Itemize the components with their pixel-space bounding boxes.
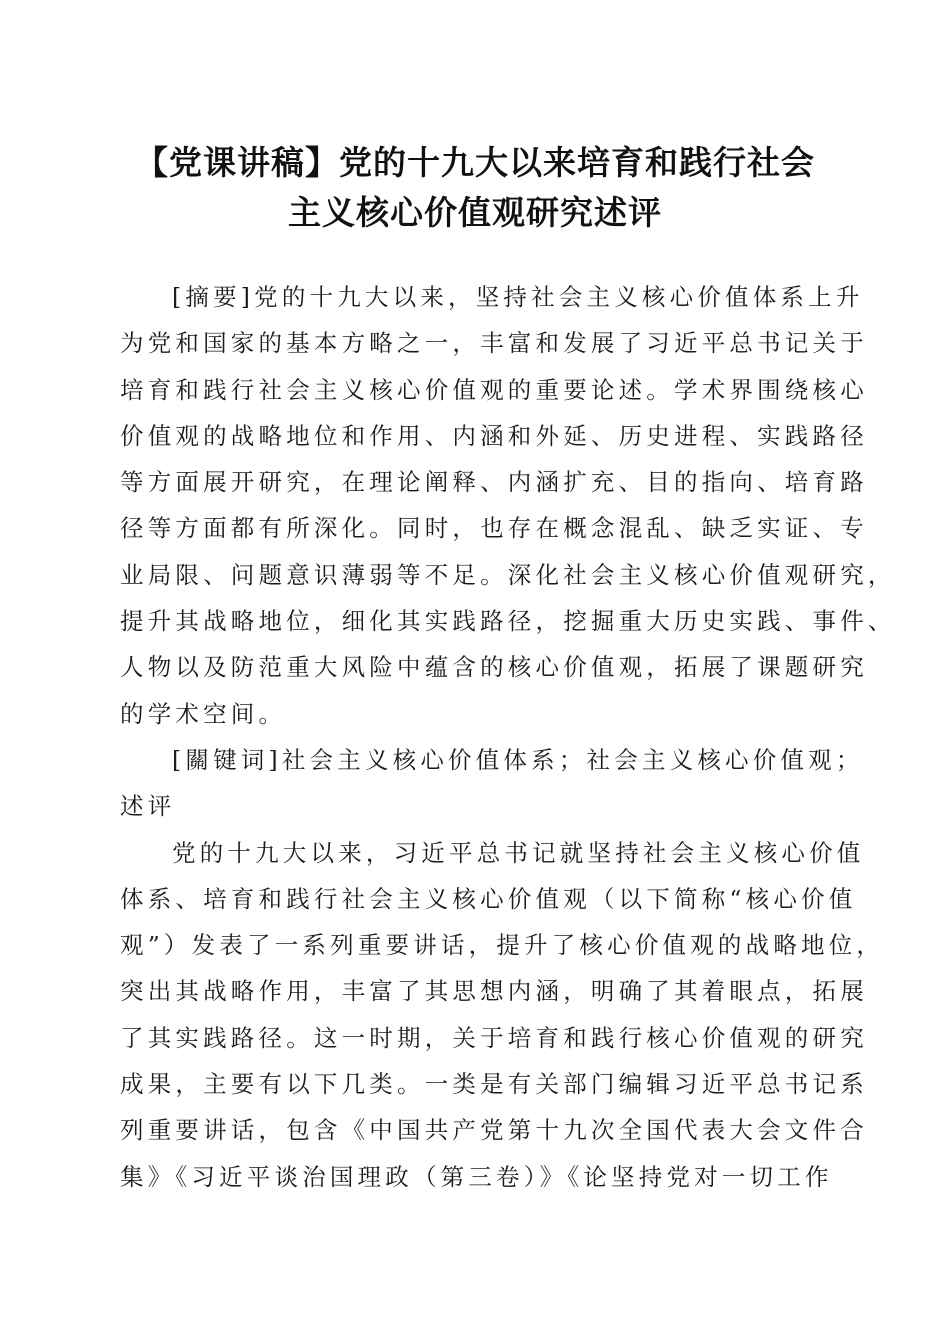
body-line: 成果，主要有以下几类。一类是有关部门编辑习近平总书记系 [120,1070,868,1099]
keywords-paragraph [120,737,864,830]
keywords-line: [關键词]社会主义核心价值体系；社会主义核心价值观； [172,745,864,774]
abstract-paragraph [120,274,896,737]
abstract-line: [摘要]党的十九大以来，坚持社会主义核心价值体系上升 [172,283,864,311]
body-line: 突出其战略作用，丰富了其思想内涵，明确了其着眼点，拓展 [120,977,868,1006]
body-paragraph [120,830,885,1200]
abstract-line: 径等方面都有所深化。同时，也存在概念混乱、缺乏实证、专 [120,514,868,543]
abstract-line: 提升其战略地位，细化其实践路径，挖掘重大历史实践、事件、 [120,607,896,636]
abstract-line: 人物以及防范重大风险中蕴含的核心价值观，拓展了课题研究 [120,653,868,682]
body-line: 了其实践路径。这一时期，关于培育和践行核心价值观的研究 [120,1023,868,1052]
title-line-2: 主义核心价值观研究述评 [288,193,662,232]
keywords-line: 述评 [120,792,176,821]
body-line: 党的十九大以来，习近平总书记就坚持社会主义核心价值 [172,838,865,867]
document-title [100,138,850,238]
abstract-line: 培育和践行社会主义核心价值观的重要论述。学术界围绕核心 [120,375,868,404]
document-body [120,274,896,1200]
abstract-line: 等方面展开研究，在理论阐释、内涵扩充、目的指向、培育路 [120,468,868,497]
abstract-line: 为党和国家的基本方略之一，丰富和发展了习近平总书记关于 [120,329,868,358]
abstract-line: 价值观的战略地位和作用、内涵和外延、历史进程、实践路径 [120,421,868,450]
title-line-1: 【党课讲稿】党的十九大以来培育和践行社会 [135,143,815,182]
body-line: 集》《习近平谈治国理政（第三卷）》《论坚持党对一切工作 [120,1162,833,1191]
body-line: 观”）发表了一系列重要讲话，提升了核心价值观的战略地位， [120,931,885,960]
body-line: 体系、培育和践行社会主义核心价值观（以下简称“核心价值 [120,884,857,913]
abstract-line: 业局限、问题意识薄弱等不足。深化社会主义核心价值观研究， [120,560,896,589]
body-line: 列重要讲话，包含《中国共产党第十九次全国代表大会文件合 [120,1116,868,1145]
abstract-line: 的学术空间。 [120,699,287,728]
